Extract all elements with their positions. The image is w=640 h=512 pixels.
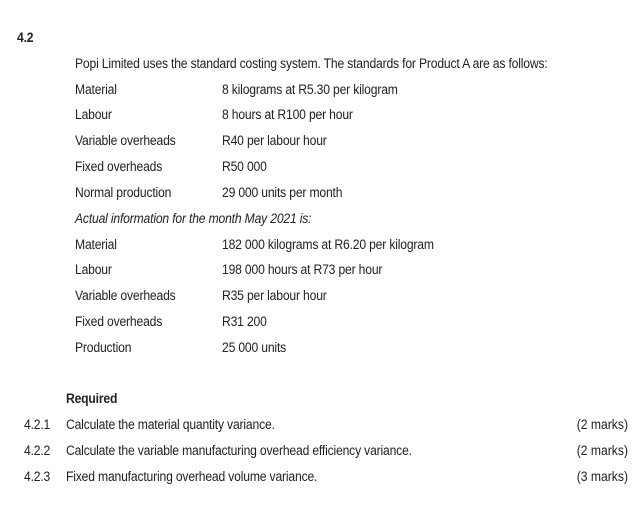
question-text: Calculate the material quantity variance.: [66, 417, 275, 432]
actual-label-labour: Labour: [75, 262, 112, 277]
question-text: Fixed manufacturing overhead volume variance.: [66, 469, 318, 484]
standard-value-fixed-overheads: R50 000: [222, 159, 267, 174]
question-marks: (2 marks): [576, 443, 628, 458]
question-number: 4.2.2: [24, 443, 51, 458]
question-marks: (3 marks): [576, 469, 628, 484]
actual-label-material: Material: [75, 237, 117, 252]
actual-value-production: 25 000 units: [222, 340, 287, 355]
standard-label-material: Material: [75, 82, 117, 97]
required-heading: Required: [66, 391, 118, 406]
standard-value-normal-production: 29 000 units per month: [222, 185, 343, 200]
actual-value-fixed-overheads: R31 200: [222, 314, 267, 329]
actual-value-variable-overheads: R35 per labour hour: [222, 288, 327, 303]
question-text: Calculate the variable manufacturing overhead efficiency variance.: [66, 443, 412, 458]
standard-label-variable-overheads: Variable overheads: [75, 133, 176, 148]
actual-label-production: Production: [75, 340, 132, 355]
standard-label-normal-production: Normal production: [75, 185, 172, 200]
standard-value-labour: 8 hours at R100 per hour: [222, 107, 353, 122]
question-number: 4.2.1: [24, 417, 51, 432]
section-number: 4.2: [17, 30, 34, 45]
question-number: 4.2.3: [24, 469, 51, 484]
actual-label-fixed-overheads: Fixed overheads: [75, 314, 163, 329]
actual-value-labour: 198 000 hours at R73 per hour: [222, 262, 383, 277]
question-marks: (2 marks): [576, 417, 628, 432]
standard-label-labour: Labour: [75, 107, 112, 122]
intro-text: Popi Limited uses the standard costing system. The standards for Product A are as follows:: [75, 56, 548, 71]
standard-value-variable-overheads: R40 per labour hour: [222, 133, 327, 148]
standard-label-fixed-overheads: Fixed overheads: [75, 159, 163, 174]
standard-value-material: 8 kilograms at R5.30 per kilogram: [222, 82, 398, 97]
actual-heading: Actual information for the month May 2021 is:: [75, 211, 312, 226]
actual-value-material: 182 000 kilograms at R6.20 per kilogram: [222, 237, 434, 252]
actual-label-variable-overheads: Variable overheads: [75, 288, 176, 303]
